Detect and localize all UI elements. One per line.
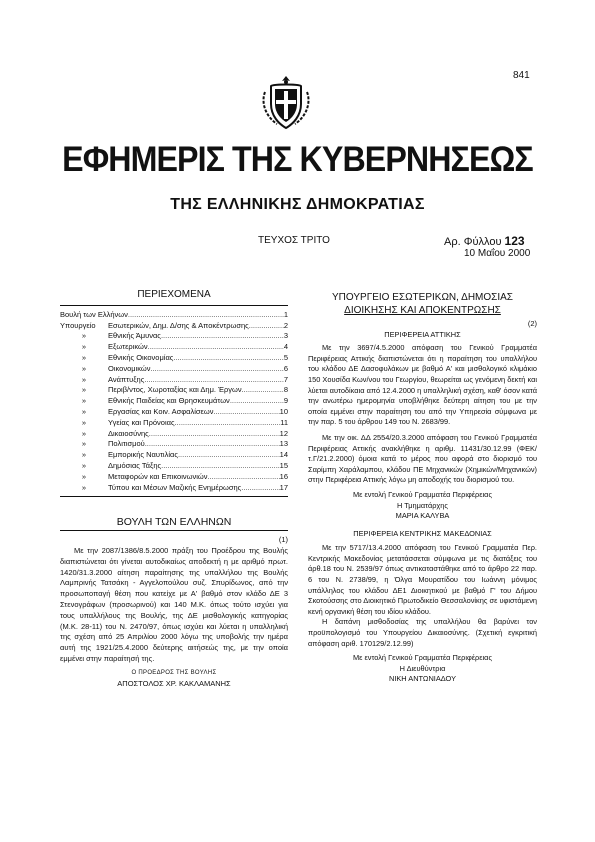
toc-page-number: 4 (283, 342, 288, 352)
signer-instruction: Με εντολή Γενικού Γραμματέα Περιφέρειας (352, 489, 493, 499)
sheet-number-value: 123 (504, 234, 525, 248)
toc-row (60, 385, 288, 396)
toc-row-prefix: » (81, 417, 87, 427)
act-text: Η δαπάνη μισθοδοσίας της υπαλλήλου θα βαρύνει τον προϋπολογισμό του Υπουργείου Δικαιοσύνης. (Σχετική εγκριτική απόφαση αριθ. 170129/2.12.99) (308, 617, 537, 648)
toc-heading: ΠΕΡΙΕΧΟΜΕΝΑ (137, 289, 211, 300)
act-number: (1) (278, 535, 288, 545)
toc-page-number: 15 (279, 460, 288, 470)
toc-row (60, 321, 288, 332)
toc-page-number: 7 (283, 374, 288, 384)
greek-coat-of-arms-icon (261, 72, 311, 130)
toc-row (60, 364, 288, 375)
toc-row-label: Εθνικής Οικονομίας (108, 352, 174, 362)
left-column (60, 290, 288, 689)
toc-leader-dots (145, 439, 280, 450)
toc-row-label: Ανάπτυξης (108, 374, 145, 384)
toc-leader-dots (230, 396, 284, 407)
act-text: Με την οικ. ΔΔ 2554/20.3.2000 απόφαση του Γενικού Γραμματέα Περιφέρειας Αττικής ανακλήθηκε η αριθμ. 11431/30.12.99 (ΦΕΚ/τ.Γ/21.2.2000) όμοια κατά το μέρος που αφορά στο διορισμό του Σαρίμπη Χαράλαμπου, κλάδου ΠΕ Μηχανικών (Χημικών/Μηχανικών) στην Περιφέρεια Αττικής λόγω μη αποδοχής του διορισμού του. (308, 432, 537, 485)
toc-page-number: 2 (283, 320, 288, 330)
toc-page-number: 1 (283, 309, 288, 319)
signer-role: Ο ΠΡΟΕΔΡΟΣ ΤΗΣ ΒΟΥΛΗΣ (131, 669, 217, 676)
toc-row (60, 396, 288, 407)
toc-page-number: 12 (279, 428, 288, 438)
toc-row-label: Μεταφορών και Επικοινωνιών (108, 471, 208, 481)
toc-row-prefix: » (81, 363, 87, 373)
toc-leader-dots (161, 331, 284, 342)
divider (60, 530, 288, 531)
act-text: Με την 2087/1386/8.5.2000 πράξη του Προέδρου της Βουλής διαπιστώνεται ότι γίνεται αυτοδικαίως αποδεκτή η με αριθμό πρωτ. 1420/31.3.2000 αίτηση παραίτησης της υπαλλήλου της Βουλής Λαμπρινής Τατσάκη - Αγγελοπούλου συζ. Σπυρίδωνος, από την προσωποπαγή θέση που κατείχε με Α' βαθμό στον κλάδο ΔΕ 3 Στενογράφων (προσωρινού) και 140 Μ.Κ. όπως τούτο ισχύει για τους υπαλλήλους της Βουλής, της ΔΕ μισθολογικής κατηγορίας (Μ.Κ. 28-11) του Ν. 2470/97, όπως ισχύει και λύεται η υπαλληλική της σχέση από 25 Απριλίου 2000 λόγω της υποβολής την ημέρα αυτή της 1921/25.4.2000 δεύτερης αιτήσεώς της, με την οποία εμμένει στην παραίτησή της. (60, 545, 288, 663)
toc-page-number: 10 (279, 406, 288, 416)
gazette-subtitle: ΤΗΣ ΕΛΛΗΝΙΚΗΣ ΔΗΜΟΚΡΑΤΙΑΣ (170, 196, 425, 213)
toc-page-number: 16 (279, 471, 288, 481)
act-text: Με την 5717/13.4.2000 απόφαση του Γενικού Γραμματέα Περ. Κεντρικής Μακεδονίας μετατάσσεται σύμφωνα με τις διατάξεις του άρθ.18 του Ν. 2539/97 όπως αντικαταστάθηκε από το άρθρο 22 παρ. 6 του Ν. 2738/99, η Όλγα Μουρατίδου του Ιωάννη μόνιμος υπάλληλος του κλάδου ΔΕ1 Διοικητικού με βαθμό Γ' του Δήμου Σκοτούσσης στο Διοικητικό Πρωτοδικείο Θεσσαλονίκης σε υφιστάμενη κενή οργανική θέση του ιδίου κλάδου. (308, 543, 537, 616)
toc-row-prefix: » (81, 396, 87, 406)
toc-row-label: Πολιτισμού (108, 439, 145, 449)
toc-row-label: Εθνικής Παιδείας και Θρησκευμάτων (108, 396, 230, 406)
toc-page-number: 6 (283, 363, 288, 373)
toc-row-prefix: » (81, 331, 87, 341)
toc-leader-dots (128, 310, 284, 321)
toc-row-label: Οικονομικών (108, 363, 151, 373)
toc-row-label: Εθνικής Άμυνας (108, 331, 161, 341)
toc-row (60, 310, 288, 321)
toc-row-prefix: » (81, 428, 87, 438)
toc-list (60, 310, 288, 494)
toc-row-prefix: » (81, 460, 87, 470)
section-title: ΒΟΥΛΗ ΤΩΝ ΕΛΛΗΝΩΝ (116, 516, 232, 529)
toc-leader-dots (161, 461, 280, 472)
toc-row-prefix: » (81, 482, 87, 492)
toc-row (60, 439, 288, 450)
toc-row-prefix: Υπουργείο (60, 320, 96, 330)
signer-role: Η Τμηματάρχης (397, 500, 448, 510)
toc-row-prefix: » (81, 471, 87, 481)
toc-row-prefix: » (81, 406, 87, 416)
toc-page-number: 17 (279, 482, 288, 492)
toc-row-prefix: » (81, 385, 87, 395)
page-number: 841 (513, 70, 530, 81)
toc-row (60, 342, 288, 353)
toc-leader-dots (178, 450, 280, 461)
ministry-title-line2: ΔΙΟΙΚΗΣΗΣ ΚΑΙ ΑΠΟΚΕΝΤΡΩΣΗΣ (344, 305, 501, 316)
issue-series: ΤΕΥΧΟΣ ΤΡΙΤΟ (258, 235, 330, 246)
toc-leader-dots (151, 364, 284, 375)
toc-leader-dots (242, 385, 284, 396)
toc-row-label: Δημόσιας Τάξης (108, 460, 162, 470)
toc-leader-dots (144, 375, 283, 386)
toc-row (60, 331, 288, 342)
region-heading: ΠΕΡΙΦΕΡΕΙΑ ΑΤΤΙΚΗΣ (384, 329, 461, 339)
divider (60, 496, 288, 497)
issue-date: 10 Μαΐου 2000 (464, 248, 531, 259)
toc-page-number: 5 (283, 352, 288, 362)
act-text: Με την 3697/4.5.2000 απόφαση του Γενικού Γραμματέα Περιφέρειας Αττικής διαπιστώνεται ότι η παραίτηση του υπαλλήλου του κλάδου ΔΕ Δασοφυλάκων με βαθμό Α' και μισθολογικό κλιμάκιο 150 Χουσίδα Κων/νου του Γεωργίου, θεωρείται ως γενόμενη δεκτή και λύεται αυτοδίκαια από 12.4.2000 η υπαλληλική σχέση, καθ' όσον κατά την ανωτέρω ημερομηνία υποβλήθηκε δεύτερη αίτηση του με την οποία εμμένει στην παραίτηση του από την Υπηρεσία σύμφωνα με την παρ. 5 του άρθρου 149 του Ν. 2683/99. (308, 343, 537, 427)
act-number: (2) (527, 319, 537, 328)
toc-leader-dots (149, 429, 280, 440)
toc-leader-dots (214, 407, 280, 418)
toc-leader-dots (175, 418, 281, 429)
toc-page-number: 8 (283, 385, 288, 395)
divider (60, 305, 288, 306)
signer-role: Η Διευθύντρια (399, 663, 446, 673)
signer-instruction: Με εντολή Γενικού Γραμματέα Περιφέρειας (352, 653, 493, 663)
gazette-title: ΕΦΗΜΕΡΙΣ ΤΗΣ ΚΥΒΕΡΝΗΣΕΩΣ (62, 140, 533, 179)
toc-row-label: Δικαιοσύνης (108, 428, 149, 438)
toc-row (60, 472, 288, 483)
toc-row-label: Περιβ/ντος, Χωροταξίας και Δημ. Έργων (108, 385, 242, 395)
toc-leader-dots (241, 483, 279, 494)
toc-page-number: 3 (283, 331, 288, 341)
toc-row (60, 418, 288, 429)
toc-row-label: Εσωτερικών, Δημ. Δ/σης & Αποκέντρωσης (108, 320, 249, 330)
toc-row-prefix: Βουλή των Ελλήνων (60, 309, 128, 319)
toc-row-label: Εμπορικής Ναυτιλίας (108, 450, 178, 460)
toc-row (60, 353, 288, 364)
signer-name: ΝΙΚΗ ΑΝΤΩΝΙΑΔΟΥ (388, 674, 457, 684)
toc-row (60, 450, 288, 461)
toc-leader-dots (148, 342, 284, 353)
ministry-title-line1: ΥΠΟΥΡΓΕΙΟ ΕΣΩΤΕΡΙΚΩΝ, ΔΗΜΟΣΙΑΣ (332, 292, 513, 303)
toc-row (60, 429, 288, 440)
toc-page-number: 9 (283, 396, 288, 406)
toc-leader-dots (173, 353, 283, 364)
toc-row-prefix: » (81, 439, 87, 449)
signer-name: ΑΠΟΣΤΟΛΟΣ ΧΡ. ΚΑΚΛΑΜΑΝΗΣ (117, 678, 231, 688)
toc-row-label: Εξωτερικών (108, 342, 148, 352)
toc-row-label: Τύπου και Μέσων Μαζικής Ενημέρωσης (108, 482, 242, 492)
toc-page-number: 11 (280, 417, 288, 427)
toc-row-prefix: » (81, 342, 87, 352)
sheet-number (444, 234, 525, 248)
toc-row-label: Εργασίας και Κοιν. Ασφαλίσεων (108, 406, 214, 416)
toc-row-prefix: » (81, 374, 87, 384)
toc-row (60, 483, 288, 494)
toc-row (60, 407, 288, 418)
toc-row-prefix: » (81, 450, 87, 460)
toc-row-prefix: » (81, 352, 87, 362)
toc-row-label: Υγείας και Πρόνοιας (108, 417, 175, 427)
toc-leader-dots (208, 472, 280, 483)
toc-row (60, 461, 288, 472)
region-heading: ΠΕΡΙΦΕΡΕΙΑ ΚΕΝΤΡΙΚΗΣ ΜΑΚΕΔΟΝΙΑΣ (353, 528, 492, 538)
toc-row (60, 375, 288, 386)
toc-page-number: 14 (279, 450, 288, 460)
signer-name: ΜΑΡΙΑ ΚΑΛΥΒΑ (395, 511, 450, 521)
toc-page-number: 13 (279, 439, 288, 449)
right-column (308, 291, 537, 685)
toc-leader-dots (249, 321, 284, 332)
sheet-number-label: Αρ. Φύλλου (444, 236, 502, 248)
